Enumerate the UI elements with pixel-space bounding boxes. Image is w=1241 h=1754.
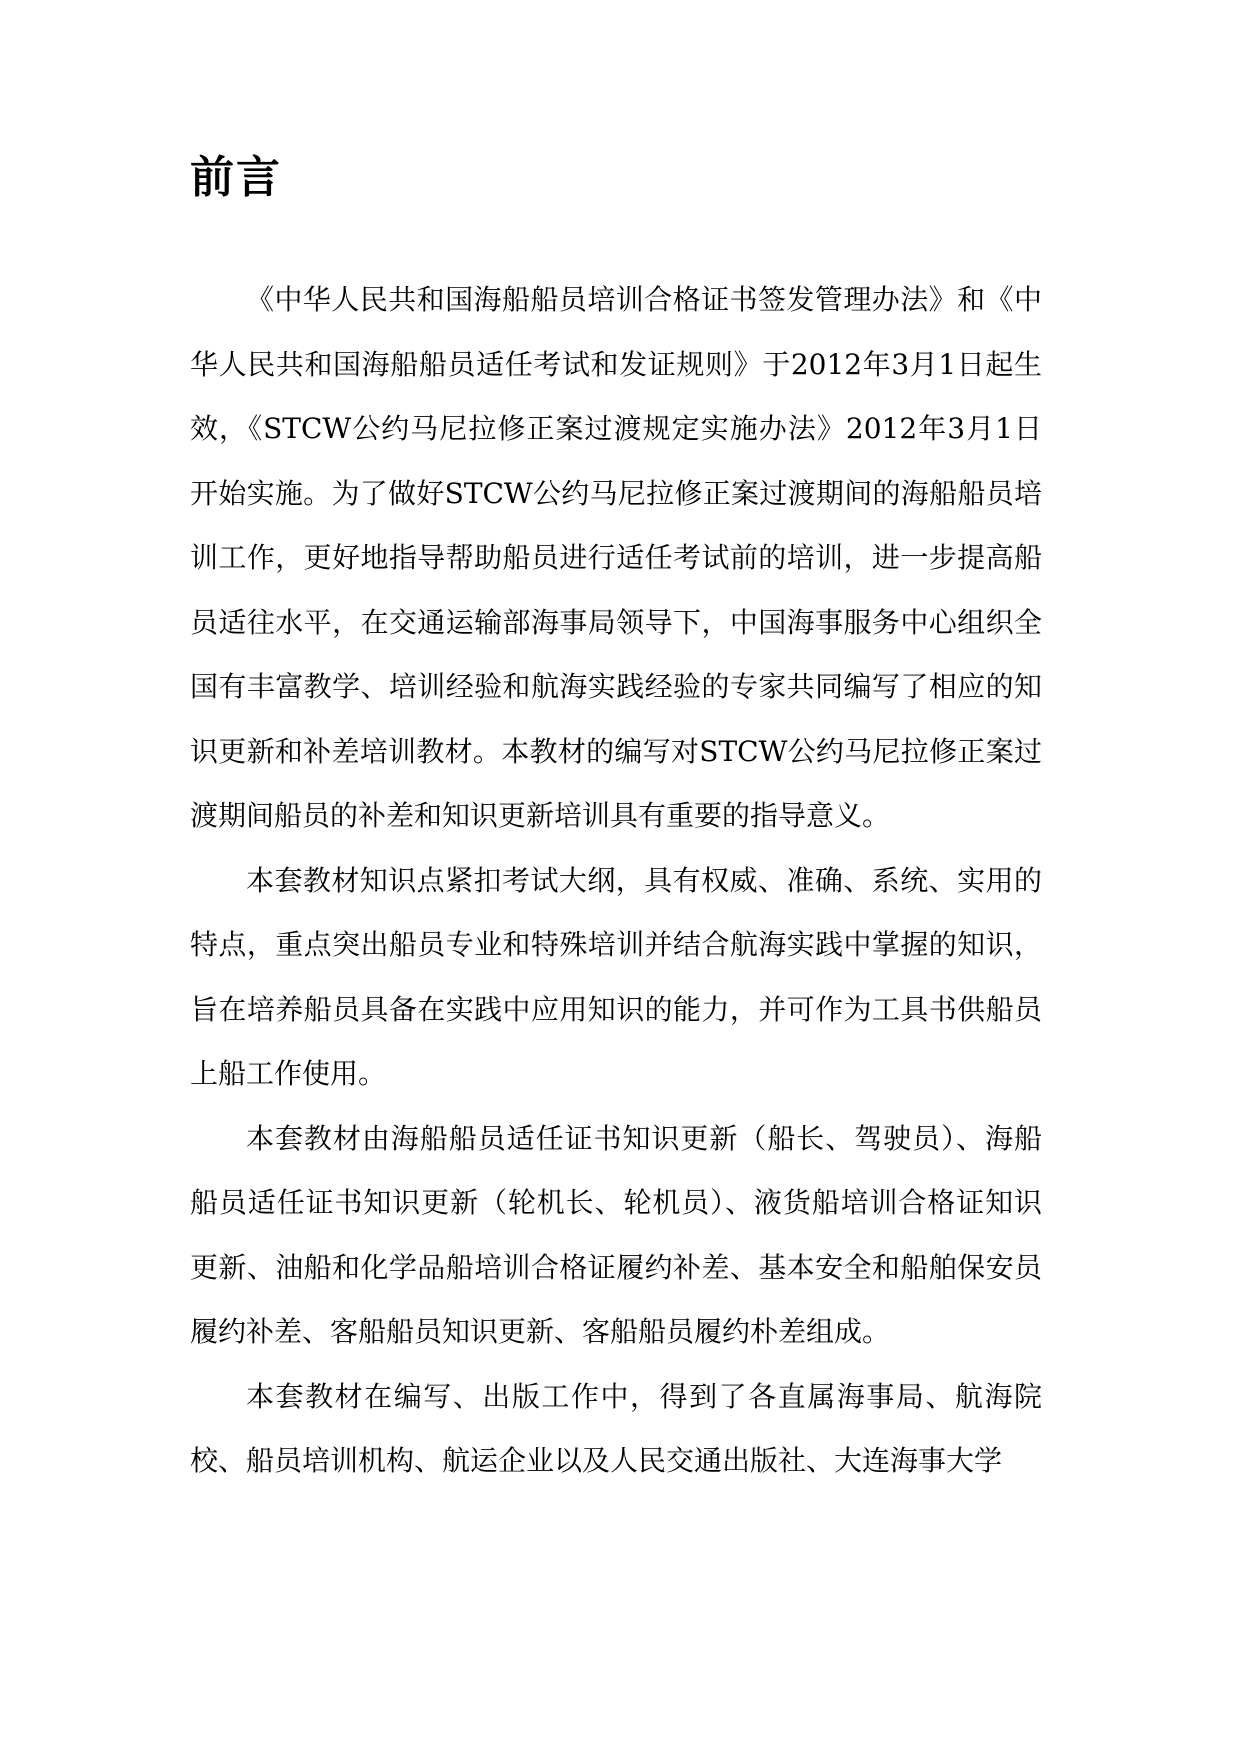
- preface-body: [190, 268, 1042, 1494]
- paragraph-4: 本套教材在编写、出版工作中，得到了各直属海事局、航海院校、船员培训机构、航运企业以及人民交通出版社、大连海事大学: [190, 1379, 1042, 1477]
- page-title: 前言: [190, 152, 282, 203]
- paragraph-3: 本套教材由海船船员适任证书知识更新（船长、驾驶员）、海船船员适任证书知识更新（轮机长、轮机员）、液货船培训合格证知识更新、油船和化学品船培训合格证履约补差、基本安全和船舶保安员履约补差、客船船员知识更新、客船船员履约朴差组成。: [190, 1121, 1042, 1348]
- paragraph-1: 《中华人民共和国海船船员培训合格证书签发管理办法》和《中华人民共和国海船船员适任考试和发证规则》于2012年3月1日起生效，《STCW公约马尼拉修正案过渡规定实施办法》2012年3月1日开始实施。为了做好STCW公约马尼拉修正案过渡期间的海船船员培训工作，更好地指导帮助船员进行适任考试前的培训，进一步提高船员适往水平，在交通运输部海事局领导下，中国海事服务中心组织全国有丰富教学、培训经验和航海实践经验的专家共同编写了相应的知识更新和补差培训教材。本教材的编写对STCW公约马尼拉修正案过渡期间船员的补差和知识更新培训具有重要的指导意义。: [190, 283, 1042, 832]
- paragraph-2: 本套教材知识点紧扣考试大纲，具有权威、准确、系统、实用的特点，重点突出船员专业和特殊培训并结合航海实践中掌握的知识，旨在培养船员具备在实践中应用知识的能力，并可作为工具书供船员上船工作使用。: [190, 863, 1042, 1090]
